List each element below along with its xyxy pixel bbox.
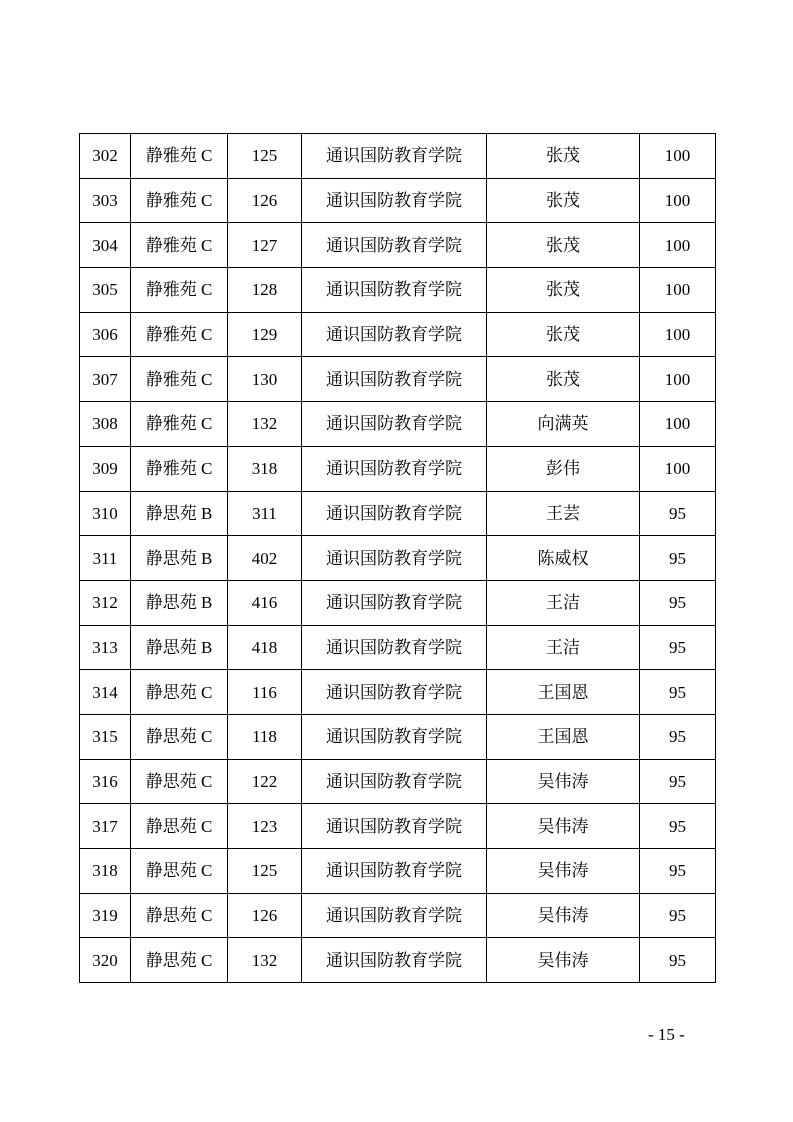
score-cell: 95 bbox=[640, 670, 716, 715]
building-cell: 静思苑 B bbox=[131, 580, 228, 625]
person-cell: 彭伟 bbox=[487, 446, 640, 491]
score-cell: 100 bbox=[640, 357, 716, 402]
score-cell: 95 bbox=[640, 491, 716, 536]
person-cell: 张茂 bbox=[487, 178, 640, 223]
building-cell: 静思苑 C bbox=[131, 938, 228, 983]
person-cell: 张茂 bbox=[487, 357, 640, 402]
person-cell: 吴伟涛 bbox=[487, 759, 640, 804]
college-cell: 通识国防教育学院 bbox=[302, 580, 487, 625]
college-cell: 通识国防教育学院 bbox=[302, 312, 487, 357]
room-cell: 132 bbox=[228, 938, 302, 983]
room-cell: 130 bbox=[228, 357, 302, 402]
building-cell: 静雅苑 C bbox=[131, 223, 228, 268]
building-cell: 静思苑 C bbox=[131, 849, 228, 894]
college-cell: 通识国防教育学院 bbox=[302, 893, 487, 938]
college-cell: 通识国防教育学院 bbox=[302, 670, 487, 715]
score-cell: 100 bbox=[640, 178, 716, 223]
table-row bbox=[80, 178, 716, 223]
person-cell: 陈威权 bbox=[487, 536, 640, 581]
table-row bbox=[80, 804, 716, 849]
building-cell: 静思苑 C bbox=[131, 759, 228, 804]
row-number-cell: 304 bbox=[80, 223, 131, 268]
dormitory-score-table bbox=[79, 133, 716, 983]
building-cell: 静雅苑 C bbox=[131, 312, 228, 357]
score-cell: 95 bbox=[640, 938, 716, 983]
person-cell: 王国恩 bbox=[487, 714, 640, 759]
building-cell: 静思苑 C bbox=[131, 670, 228, 715]
table-row bbox=[80, 268, 716, 313]
table-row bbox=[80, 134, 716, 179]
row-number-cell: 310 bbox=[80, 491, 131, 536]
college-cell: 通识国防教育学院 bbox=[302, 759, 487, 804]
building-cell: 静思苑 C bbox=[131, 714, 228, 759]
room-cell: 318 bbox=[228, 446, 302, 491]
table-row bbox=[80, 312, 716, 357]
college-cell: 通识国防教育学院 bbox=[302, 223, 487, 268]
row-number-cell: 306 bbox=[80, 312, 131, 357]
person-cell: 王芸 bbox=[487, 491, 640, 536]
score-cell: 100 bbox=[640, 446, 716, 491]
room-cell: 118 bbox=[228, 714, 302, 759]
person-cell: 向满英 bbox=[487, 402, 640, 447]
table-row bbox=[80, 446, 716, 491]
person-cell: 张茂 bbox=[487, 312, 640, 357]
building-cell: 静雅苑 C bbox=[131, 134, 228, 179]
table-row bbox=[80, 580, 716, 625]
score-cell: 100 bbox=[640, 402, 716, 447]
building-cell: 静雅苑 C bbox=[131, 357, 228, 402]
college-cell: 通识国防教育学院 bbox=[302, 625, 487, 670]
person-cell: 王国恩 bbox=[487, 670, 640, 715]
college-cell: 通识国防教育学院 bbox=[302, 714, 487, 759]
room-cell: 402 bbox=[228, 536, 302, 581]
building-cell: 静思苑 B bbox=[131, 491, 228, 536]
college-cell: 通识国防教育学院 bbox=[302, 849, 487, 894]
building-cell: 静思苑 C bbox=[131, 804, 228, 849]
room-cell: 416 bbox=[228, 580, 302, 625]
score-cell: 95 bbox=[640, 625, 716, 670]
room-cell: 132 bbox=[228, 402, 302, 447]
row-number-cell: 312 bbox=[80, 580, 131, 625]
college-cell: 通识国防教育学院 bbox=[302, 491, 487, 536]
row-number-cell: 309 bbox=[80, 446, 131, 491]
building-cell: 静思苑 B bbox=[131, 536, 228, 581]
room-cell: 126 bbox=[228, 178, 302, 223]
score-cell: 95 bbox=[640, 580, 716, 625]
building-cell: 静雅苑 C bbox=[131, 402, 228, 447]
score-cell: 95 bbox=[640, 759, 716, 804]
building-cell: 静思苑 C bbox=[131, 893, 228, 938]
room-cell: 116 bbox=[228, 670, 302, 715]
room-cell: 128 bbox=[228, 268, 302, 313]
row-number-cell: 317 bbox=[80, 804, 131, 849]
college-cell: 通识国防教育学院 bbox=[302, 268, 487, 313]
row-number-cell: 308 bbox=[80, 402, 131, 447]
college-cell: 通识国防教育学院 bbox=[302, 938, 487, 983]
row-number-cell: 314 bbox=[80, 670, 131, 715]
room-cell: 418 bbox=[228, 625, 302, 670]
college-cell: 通识国防教育学院 bbox=[302, 178, 487, 223]
person-cell: 张茂 bbox=[487, 268, 640, 313]
row-number-cell: 313 bbox=[80, 625, 131, 670]
person-cell: 张茂 bbox=[487, 134, 640, 179]
table-row bbox=[80, 536, 716, 581]
table-row bbox=[80, 491, 716, 536]
score-cell: 95 bbox=[640, 849, 716, 894]
table-row bbox=[80, 670, 716, 715]
row-number-cell: 315 bbox=[80, 714, 131, 759]
room-cell: 127 bbox=[228, 223, 302, 268]
row-number-cell: 311 bbox=[80, 536, 131, 581]
room-cell: 122 bbox=[228, 759, 302, 804]
table-row bbox=[80, 938, 716, 983]
table-row bbox=[80, 357, 716, 402]
table-row bbox=[80, 893, 716, 938]
room-cell: 311 bbox=[228, 491, 302, 536]
person-cell: 吴伟涛 bbox=[487, 893, 640, 938]
person-cell: 吴伟涛 bbox=[487, 938, 640, 983]
row-number-cell: 319 bbox=[80, 893, 131, 938]
building-cell: 静雅苑 C bbox=[131, 446, 228, 491]
score-cell: 100 bbox=[640, 134, 716, 179]
table-row bbox=[80, 625, 716, 670]
room-cell: 125 bbox=[228, 134, 302, 179]
table-row bbox=[80, 849, 716, 894]
college-cell: 通识国防教育学院 bbox=[302, 536, 487, 581]
score-cell: 100 bbox=[640, 268, 716, 313]
row-number-cell: 302 bbox=[80, 134, 131, 179]
college-cell: 通识国防教育学院 bbox=[302, 446, 487, 491]
row-number-cell: 303 bbox=[80, 178, 131, 223]
college-cell: 通识国防教育学院 bbox=[302, 804, 487, 849]
score-cell: 95 bbox=[640, 893, 716, 938]
row-number-cell: 307 bbox=[80, 357, 131, 402]
score-cell: 95 bbox=[640, 536, 716, 581]
score-cell: 100 bbox=[640, 312, 716, 357]
college-cell: 通识国防教育学院 bbox=[302, 357, 487, 402]
page-number: - 15 - bbox=[648, 1025, 685, 1044]
table-row bbox=[80, 714, 716, 759]
row-number-cell: 305 bbox=[80, 268, 131, 313]
row-number-cell: 318 bbox=[80, 849, 131, 894]
table-row bbox=[80, 759, 716, 804]
person-cell: 王洁 bbox=[487, 580, 640, 625]
table-row bbox=[80, 402, 716, 447]
score-cell: 95 bbox=[640, 714, 716, 759]
table-body bbox=[80, 134, 716, 983]
room-cell: 126 bbox=[228, 893, 302, 938]
college-cell: 通识国防教育学院 bbox=[302, 134, 487, 179]
person-cell: 吴伟涛 bbox=[487, 804, 640, 849]
row-number-cell: 316 bbox=[80, 759, 131, 804]
row-number-cell: 320 bbox=[80, 938, 131, 983]
building-cell: 静思苑 B bbox=[131, 625, 228, 670]
building-cell: 静雅苑 C bbox=[131, 178, 228, 223]
person-cell: 张茂 bbox=[487, 223, 640, 268]
person-cell: 王洁 bbox=[487, 625, 640, 670]
room-cell: 123 bbox=[228, 804, 302, 849]
building-cell: 静雅苑 C bbox=[131, 268, 228, 313]
score-cell: 95 bbox=[640, 804, 716, 849]
person-cell: 吴伟涛 bbox=[487, 849, 640, 894]
room-cell: 125 bbox=[228, 849, 302, 894]
score-cell: 100 bbox=[640, 223, 716, 268]
table-row bbox=[80, 223, 716, 268]
room-cell: 129 bbox=[228, 312, 302, 357]
college-cell: 通识国防教育学院 bbox=[302, 402, 487, 447]
